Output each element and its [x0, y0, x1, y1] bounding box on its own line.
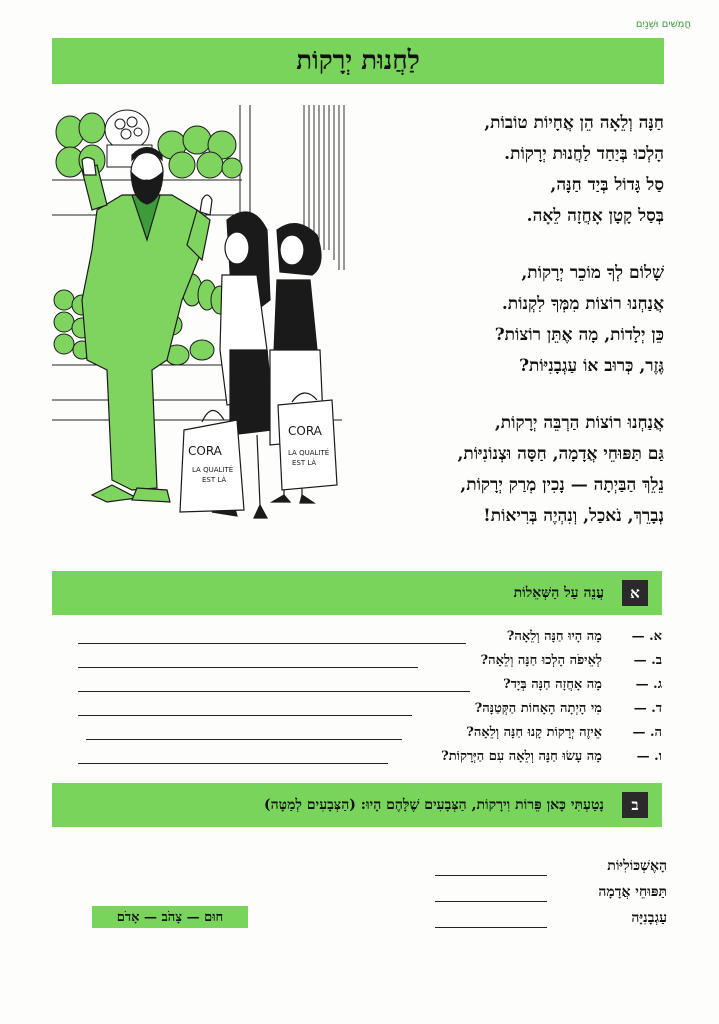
poem-line: הָלְכוּ בְּיַחַד לַחֲנוּת יְרָקוֹת. — [504, 144, 664, 164]
question-list — [52, 626, 664, 770]
question-number: ה. — — [632, 725, 662, 740]
poem-line: שָׁלוֹם לְךָ מוֹכֵר יְרָקוֹת, — [521, 263, 664, 283]
shopping-bag-right — [278, 393, 337, 490]
question-row — [52, 698, 664, 722]
answer-line[interactable] — [86, 739, 402, 740]
color-match-list — [367, 856, 667, 934]
match-row — [367, 908, 667, 934]
match-item: עַגְבָנִיָּה — [631, 910, 667, 926]
question-text: מָה אָחֲזָה חַנָּה בְּיָד? — [503, 677, 602, 692]
answer-line[interactable] — [78, 667, 418, 668]
bag-brand-right: CORA — [288, 424, 322, 438]
answer-line[interactable] — [78, 643, 466, 644]
poem-line: סַל גָּדוֹל בְּיַד חַנָּה, — [550, 175, 664, 195]
poem-line: חַנָּה וְלֵאָה הֵן אֲחָיוֹת טוֹבוֹת, — [484, 113, 664, 133]
answer-line[interactable] — [78, 691, 470, 692]
section-b-header — [52, 783, 662, 827]
poem-stanza-2 — [344, 258, 664, 382]
question-row — [52, 722, 664, 746]
bag-slogan-right-2: EST LÀ — [292, 459, 317, 467]
question-text: מִי הָיְתָה הָאָחוֹת הַקְּטַנָּה? — [474, 701, 602, 716]
poem-line: נְבָרֵךְ, נֹאכַל, וְנִהְיֶה בְּרִיאוֹת! — [483, 506, 664, 526]
title-bar — [52, 38, 664, 84]
poem-line: גַּם תַּפּוּחֵי אֲדָמָה, חַסָּה וּצְנוֹנִיּוֹת, — [457, 444, 664, 464]
question-row — [52, 674, 664, 698]
poem-line: בְּסַל קָטָן אָחֲזָה לֵאָה. — [526, 206, 664, 226]
bag-brand-left: CORA — [188, 444, 222, 458]
poem-line: כֵּן יְלָדוֹת, מָה אֶתֵּן רוֹצוֹת? — [494, 325, 664, 345]
question-row — [52, 746, 664, 770]
question-number: ו. — — [636, 749, 662, 764]
question-row — [52, 650, 664, 674]
lettuce-pile — [158, 126, 242, 178]
page-title: לַחֲנוּת יְרָקוֹת — [296, 46, 420, 76]
poem-stanza-3 — [344, 408, 664, 532]
question-row — [52, 626, 664, 650]
section-b-instruction: נָטַעְתִּי כָּאן פֵּרוֹת וִירָקוֹת, הַצְּבָעִים שֶׁלָּהֶם הָיוּ: (הַצְּבָעִים לְמַטָּה) — [263, 796, 604, 813]
page-number-label: חֲמִשִּׁים וּשְׁנַיִם — [635, 19, 691, 30]
match-blank[interactable] — [435, 927, 547, 928]
vegetable-shop-illustration — [52, 100, 348, 540]
shopping-bag-left — [180, 410, 244, 512]
question-text: לְאֵיפֹה הָלְכוּ חַנָּה וְלֵאָה? — [480, 653, 602, 668]
match-row — [367, 882, 667, 908]
question-text: אֵיזֶה יְרָקוֹת קָנוּ חַנָּה וְלֵאָה? — [466, 725, 602, 740]
question-text: מָה הָיוּ חַנָּה וְלֵאָה? — [506, 629, 602, 644]
poem-line: אֲנַחְנוּ רוֹצוֹת הַרְבֵּה יְרָקוֹת, — [494, 413, 664, 433]
match-blank[interactable] — [435, 875, 547, 876]
question-number: ג. — — [635, 677, 662, 692]
poem-line: נֵלֵךְ הַבַּיְתָה — נָכִין מְרַק יְרָקוֹת, — [460, 475, 664, 495]
color-options-box: חוּם — צָהֹב — אָדֹם — [92, 906, 248, 928]
question-number: ב. — — [633, 653, 662, 668]
section-a-header — [52, 571, 662, 615]
match-item: הָאֶשְׁכּוֹלִיּוֹת — [607, 858, 667, 874]
answer-line[interactable] — [78, 763, 388, 764]
answer-line[interactable] — [78, 715, 412, 716]
bag-slogan-left-2: EST LÀ — [202, 476, 227, 484]
poem-stanza-1 — [344, 108, 664, 232]
match-item: תַּפּוּחֵי אֲדָמָה — [598, 884, 667, 900]
question-number: א. — — [631, 629, 662, 644]
section-a-instruction: עֲנֵה עַל הַשְּׁאֵלוֹת — [513, 584, 604, 601]
poem-line: גֶּזֶר, כְּרוּב אוֹ עַגְבָנִיּוֹת? — [519, 356, 664, 376]
section-b-letter: ב — [622, 792, 648, 818]
question-text: מָה עָשׂוּ חַנָּה וְלֵאָה עִם הַיְּרָקוֹת? — [441, 749, 602, 764]
section-a-letter: א — [622, 580, 648, 606]
match-row — [367, 856, 667, 882]
bag-slogan-left-1: LA QUALITÉ — [192, 466, 234, 474]
match-blank[interactable] — [435, 901, 547, 902]
bag-slogan-right-1: LA QUALITÉ — [288, 449, 330, 457]
question-number: ד. — — [633, 701, 662, 716]
poem — [344, 108, 664, 558]
poem-line: אֲנַחְנוּ רוֹצוֹת מִמְּךָ לִקְנוֹת. — [501, 294, 664, 314]
